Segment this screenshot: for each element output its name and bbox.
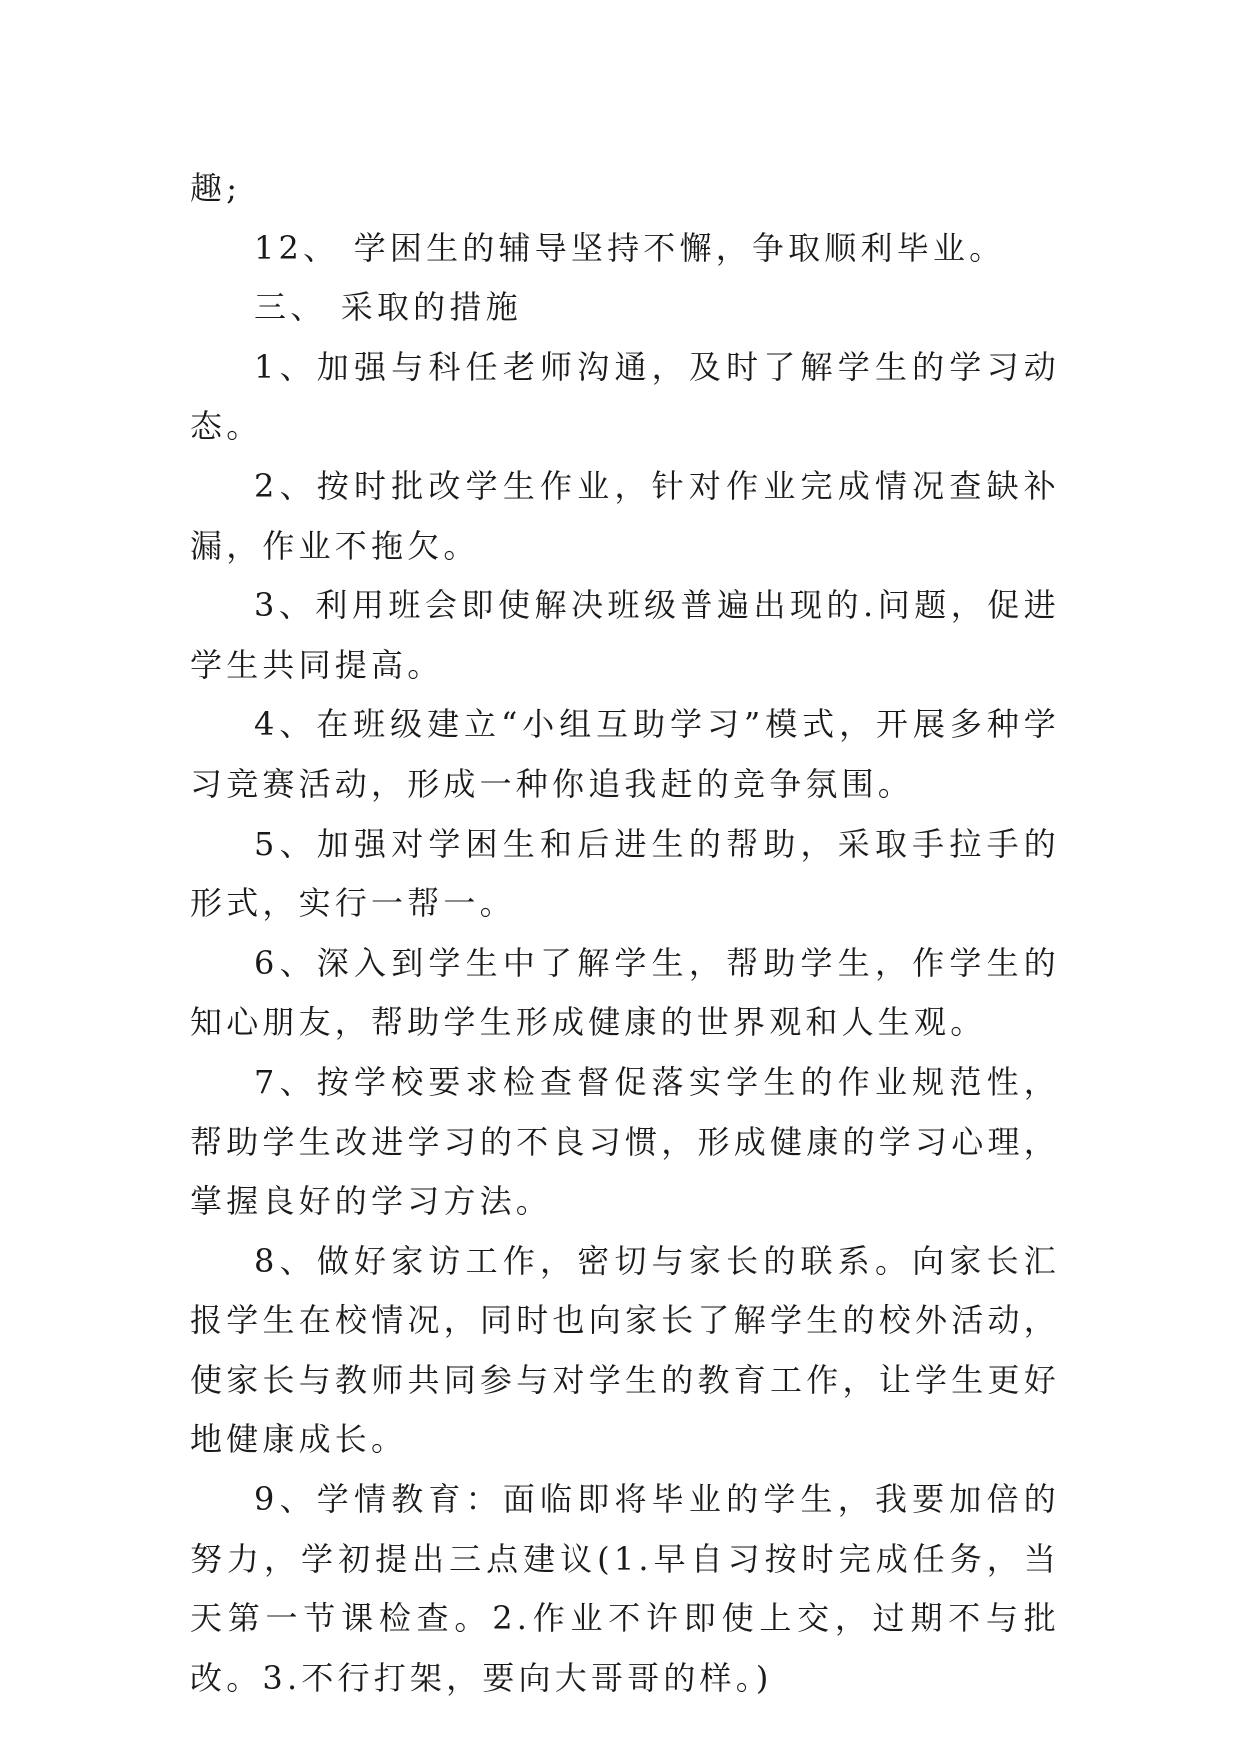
measure-item-8: 8、做好家访工作，密切与家长的联系。向家长汇报学生在校情况，同时也向家长了解学生的校外活动，使家长与教师共同参与对学生的教育工作，让学生更好地健康成长。	[190, 1241, 1060, 1459]
measure-item-3: 3、利用班会即使解决班级普遍出现的.问题，促进学生共同提高。	[190, 586, 1060, 684]
document-body	[190, 159, 1060, 1708]
measure-item-4: 4、在班级建立“小组互助学习”模式，开展多种学习竞赛活动，形成一种你追我赶的竞争氛围。	[190, 705, 1060, 803]
measure-item-9: 9、学情教育：面临即将毕业的学生，我要加倍的努力，学初提出三点建议(1.早自习按时完成任务，当天第一节课检查。2.作业不许即使上交，过期不与批改。3.不行打架，要向大哥哥的样。)	[190, 1480, 1060, 1697]
measure-item-5: 5、加强对学困生和后进生的帮助，采取手拉手的形式，实行一帮一。	[190, 824, 1060, 923]
section-heading-measures: 三、 采取的措施	[254, 288, 522, 327]
measure-item-1: 1、加强与科任老师沟通，及时了解学生的学习动态。	[190, 347, 1060, 446]
measure-item-6: 6、深入到学生中了解学生，帮助学生，作学生的知心朋友，帮助学生形成健康的世界观和人生观。	[190, 943, 1060, 1042]
measure-item-7: 7、按学校要求检查督促落实学生的作业规范性，帮助学生改进学习的不良习惯，形成健康的学习心理，掌握良好的学习方法。	[190, 1062, 1060, 1221]
measure-item-2: 2、按时批改学生作业，针对作业完成情况查缺补漏，作业不拖欠。	[190, 466, 1060, 565]
paragraph-continuation: 趣;	[190, 169, 242, 207]
paragraph-item-12: 12、 学困生的辅导坚持不懈，争取顺利毕业。	[254, 228, 1006, 267]
